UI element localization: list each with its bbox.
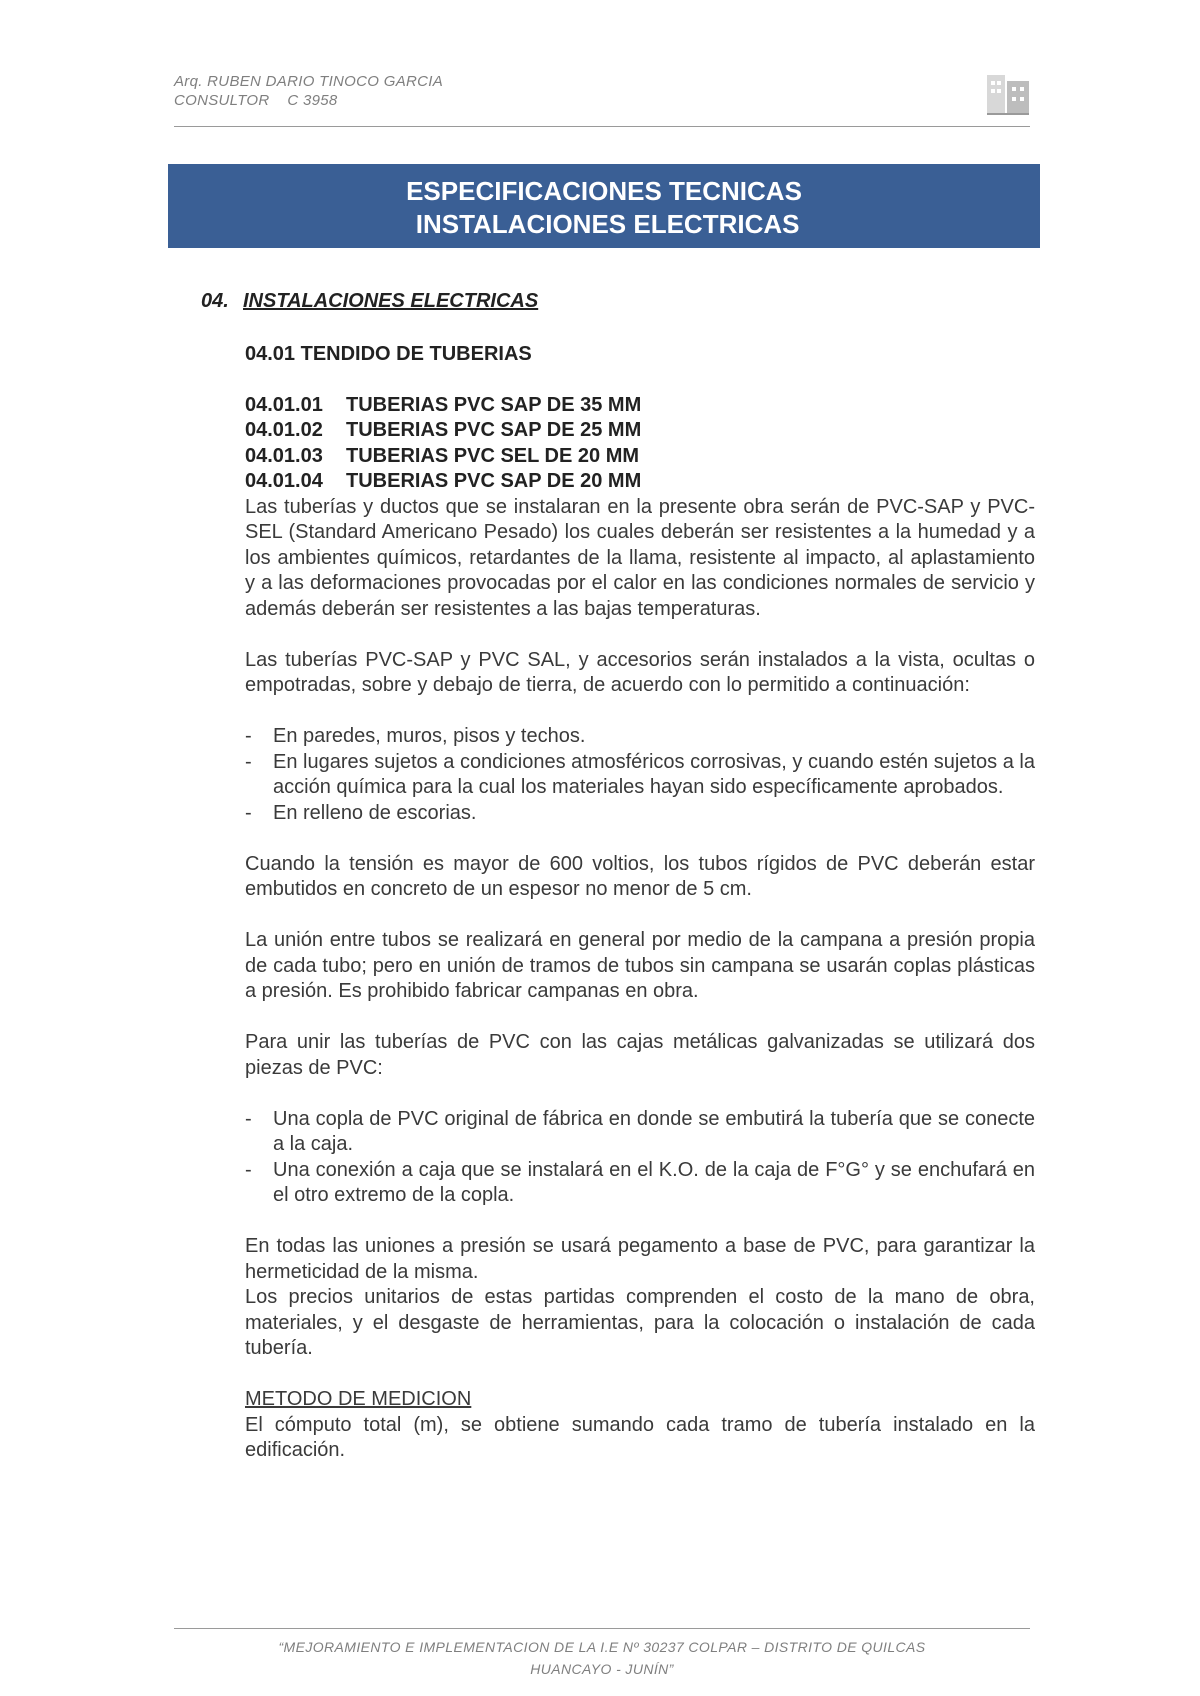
item-code: 04.01.01 — [245, 393, 323, 416]
item-heading — [245, 393, 1035, 419]
item-label: TUBERIAS PVC SAP DE 20 MM — [346, 470, 642, 492]
footer-divider — [174, 1628, 1030, 1629]
list-item: - En relleno de escorias. — [245, 801, 1035, 827]
paragraph-voltage: Cuando la tensión es mayor de 600 voltios, los tubos rígidos de PVC deberán estar embutidos en concreto de un espesor no menor de 5 cm. — [245, 852, 1035, 900]
document-body — [245, 342, 1035, 1489]
item-label: TUBERIAS PVC SEL DE 20 MM — [346, 444, 640, 467]
banner-title-line2: INSTALACIONES ELECTRICAS — [408, 209, 800, 239]
section-number: 04. — [201, 290, 229, 312]
measurement-method-heading: METODO DE MEDICION — [245, 1388, 472, 1410]
page-header — [174, 72, 443, 110]
measurement-method-text: El cómputo total (m), se obtiene sumando cada tramo de tubería instalado en la edificación. — [245, 1413, 1035, 1461]
building-logo-icon — [985, 71, 1031, 117]
item-code: 04.01.03 — [245, 444, 323, 467]
header-divider — [174, 126, 1030, 127]
consultant-line: CONSULTOR C 3958 — [174, 92, 338, 109]
item-heading — [245, 418, 1035, 444]
title-banner — [168, 164, 1040, 248]
list-item: - Una copla de PVC original de fábrica en donde se embutirá la tubería que se conecte a la caja. — [245, 1107, 1035, 1158]
page-footer — [174, 1636, 1030, 1680]
list-item: - Una conexión a caja que se instalará en el K.O. de la caja de F°G° y se enchufará en el otro extremo de la copla. — [245, 1158, 1035, 1209]
section-heading — [201, 290, 538, 313]
paragraph-unit-prices: Los precios unitarios de estas partidas comprenden el costo de la mano de obra, materiales, y el desgaste de herramientas, para la colocación o instalación de cada tubería. — [245, 1286, 1035, 1359]
item-heading — [245, 444, 1035, 470]
author-line: Arq. RUBEN DARIO TINOCO GARCIA — [174, 73, 444, 90]
section-title: INSTALACIONES ELECTRICAS — [243, 290, 539, 312]
paragraph-installation: Las tuberías PVC-SAP y PVC SAL, y accesorios serán instalados a la vista, ocultas o empotradas, sobre y debajo de tierra, de acuerdo con lo permitido a continuación: — [245, 648, 1035, 696]
banner-title-line1: ESPECIFICACIONES TECNICAS — [406, 176, 802, 206]
list-item: - En paredes, muros, pisos y techos. — [245, 724, 1035, 750]
paragraph-union: La unión entre tubos se realizará en general por medio de la campana a presión propia de cada tubo; pero en unión de tramos de tubos sin campana se usarán coplas plásticas a presión. Es prohibido fabricar campanas en obra. — [245, 929, 1035, 1002]
subsection-heading: 04.01 TENDIDO DE TUBERIAS — [245, 343, 532, 365]
list-item: - En lugares sujetos a condiciones atmosféricos corrosivas, y cuando estén sujetos a la acción química para la cual los materiales hayan sido específicamente aprobados. — [245, 750, 1035, 801]
paragraph-boxes: Para unir las tuberías de PVC con las cajas metálicas galvanizadas se utilizará dos piezas de PVC: — [245, 1031, 1035, 1079]
installation-locations-list — [245, 724, 1035, 826]
footer-project-line: “MEJORAMIENTO E IMPLEMENTACION DE LA I.E Nº 30237 COLPAR – DISTRITO DE QUILCAS — [278, 1639, 926, 1655]
item-label: TUBERIAS PVC SAP DE 35 MM — [346, 393, 642, 416]
item-code: 04.01.02 — [245, 419, 323, 441]
item-heading — [245, 469, 1035, 495]
pvc-pieces-list — [245, 1107, 1035, 1209]
footer-location-line: HUANCAYO - JUNÍN” — [530, 1661, 674, 1677]
paragraph-adhesive: En todas las uniones a presión se usará pegamento a base de PVC, para garantizar la hermeticidad de la misma. — [245, 1235, 1035, 1283]
paragraph-materials: Las tuberías y ductos que se instalaran en la presente obra serán de PVC-SAP y PVC-SEL (Standard Americano Pesado) los cuales deberán ser resistentes a la humedad y a los ambientes químicos, retardantes de la llama, resistente al impacto, al aplastamiento y a las deformaciones provocadas por el calor en las condiciones normales de servicio y además deberán ser resistentes a las bajas temperaturas. — [245, 495, 1035, 620]
item-code: 04.01.04 — [245, 470, 323, 492]
item-label: TUBERIAS PVC SAP DE 25 MM — [346, 419, 642, 441]
